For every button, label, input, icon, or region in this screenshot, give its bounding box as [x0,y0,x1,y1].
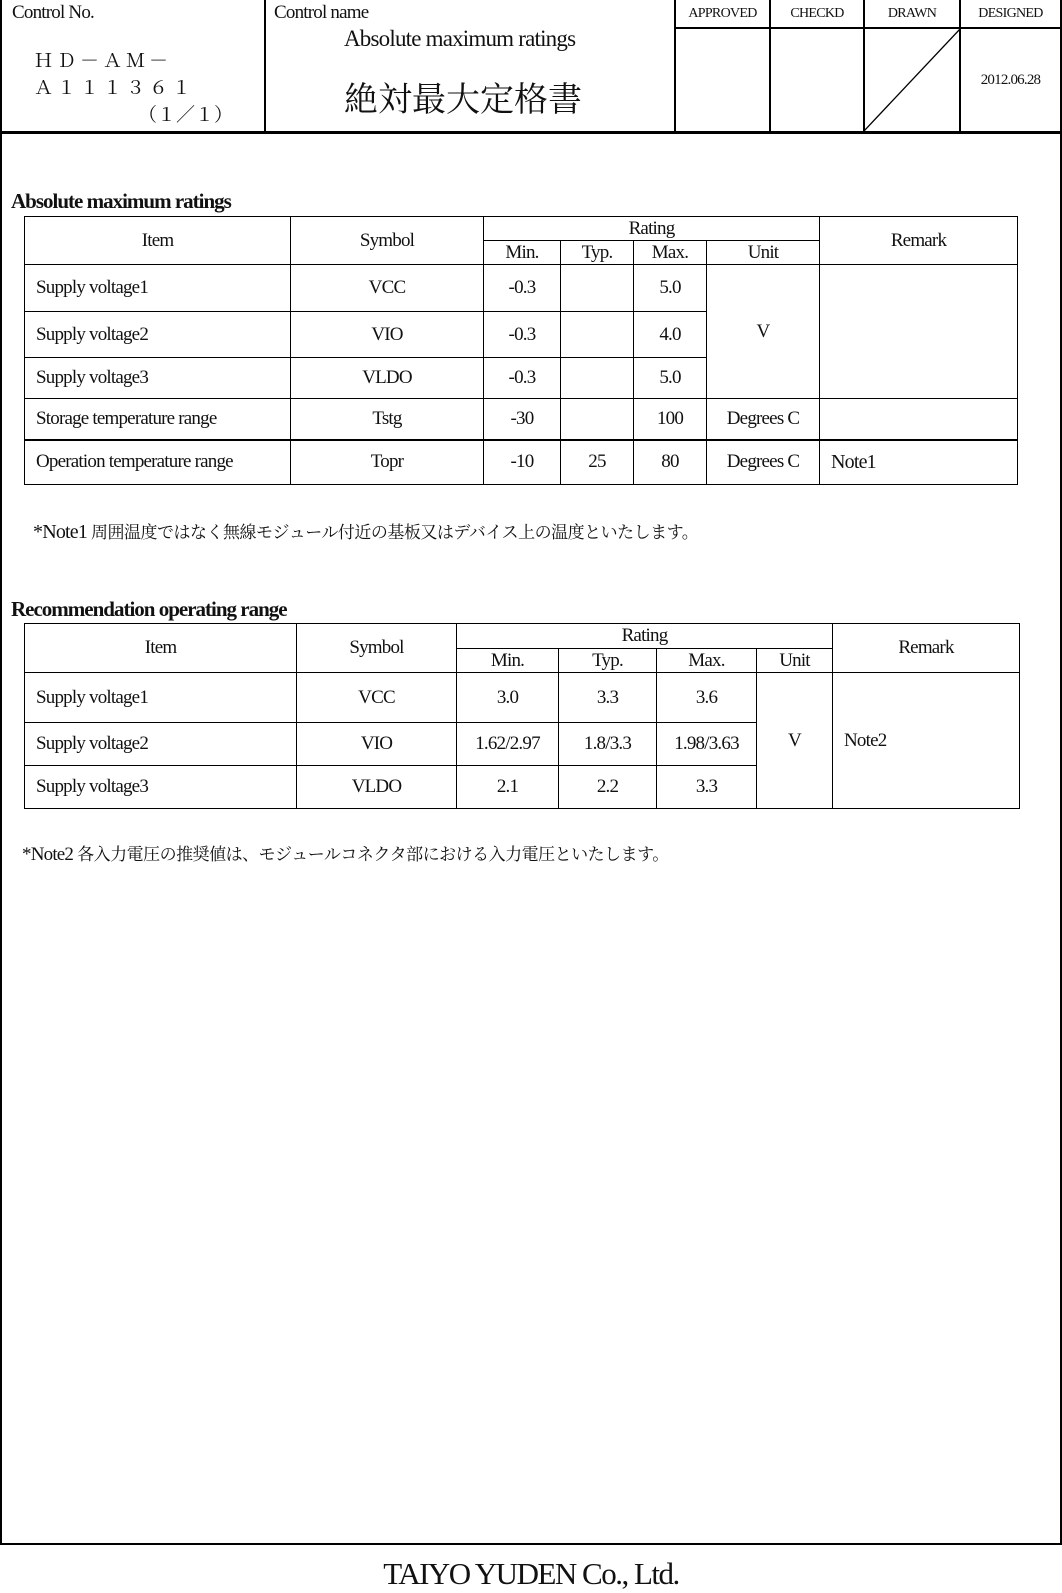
cell-unit: V [757,673,833,809]
cell-min: -0.3 [484,358,561,399]
title-block [0,0,1062,134]
note2-label: *Note2 [22,844,74,865]
cell-symbol: VLDO [291,358,484,399]
cell-item: Supply voltage3 [25,766,297,809]
cell-typ: 25 [561,440,634,485]
cell-max: 80 [634,440,707,485]
cell-max: 1.98/3.63 [657,723,757,766]
cell-unit: Degrees C [707,399,820,440]
cell-remark [820,399,1018,440]
company-footer: TAIYO YUDEN Co., Ltd. [383,1556,679,1591]
cell-min: 3.0 [457,673,559,723]
cell-typ: 1.8/3.3 [559,723,657,766]
cell-remark: Note1 [820,440,1018,485]
cell-max: 3.6 [657,673,757,723]
note1 [33,518,698,544]
cell-item: Supply voltage2 [25,723,297,766]
col-typ: Typ. [561,241,634,265]
control-no-line1: ＨＤ－ＡＭ－ [34,51,173,72]
cell-min: -10 [484,440,561,485]
note2 [22,840,669,866]
cell-max: 100 [634,399,707,440]
header-row [25,217,1018,241]
cell-typ: 2.2 [559,766,657,809]
cell-symbol: Tstg [291,399,484,440]
col-typ: Typ. [559,649,657,673]
control-name-label: Control name [274,2,369,23]
cell-remark-voltage [820,265,1018,399]
col-min: Min. [484,241,561,265]
cell-typ [561,399,634,440]
cell-item: Supply voltage3 [25,358,291,399]
cell-item: Storage temperature range [25,399,291,440]
col-item: Item [25,624,297,673]
cell-item: Supply voltage1 [25,265,291,312]
table-row [25,440,1018,485]
cell-symbol: VCC [291,265,484,312]
col-max: Max. [634,241,707,265]
cell-min: 1.62/2.97 [457,723,559,766]
note1-text: 周囲温度ではなく無線モジュール付近の基板又はデバイス上の温度といたします。 [91,523,699,543]
col-item: Item [25,217,291,265]
cell-symbol: VCC [297,673,457,723]
col-min: Min. [457,649,559,673]
control-name-jp: 絶対最大定格書 [344,80,582,120]
cell-remark: Note2 [833,673,1020,809]
cell-min: -0.3 [484,312,561,358]
cell-typ: 3.3 [559,673,657,723]
drawn-label: DRAWN [865,0,961,29]
cell-min: -30 [484,399,561,440]
control-no-page: （１／１） [138,105,234,126]
note2-text: 各入力電圧の推奨値は、モジュールコネクタ部における入力電圧といたします。 [77,845,669,865]
checked-label: CHECKD [771,0,865,29]
cell-item: Supply voltage1 [25,673,297,723]
cell-max: 3.3 [657,766,757,809]
rec-op-title: Recommendation operating range [11,597,287,621]
cell-symbol: Topr [291,440,484,485]
cell-item: Supply voltage2 [25,312,291,358]
col-rating: Rating [457,624,833,649]
col-remark: Remark [833,624,1020,673]
cell-max: 5.0 [634,358,707,399]
cell-min: 2.1 [457,766,559,809]
cell-unit-voltage: V [707,265,820,399]
control-no-cell [0,0,266,134]
control-no-line2: Ａ１１１３６１ [34,78,196,99]
table-row [25,265,1018,312]
cell-unit: Degrees C [707,440,820,485]
cell-max: 4.0 [634,312,707,358]
col-rating: Rating [484,217,820,241]
approved-label: APPROVED [676,0,771,29]
rec-op-table [24,623,1020,809]
cell-typ [561,358,634,399]
designed-date: 2012.06.28 [980,72,1041,88]
note1-label: *Note1 [33,521,88,543]
abs-max-title: Absolute maximum ratings [11,189,231,213]
control-no-label: Control No. [12,2,94,23]
checked-stamp [771,29,865,131]
control-name-cell [264,0,676,134]
cell-typ [561,312,634,358]
cell-symbol: VLDO [297,766,457,809]
table-row [25,399,1018,440]
col-max: Max. [657,649,757,673]
col-symbol: Symbol [297,624,457,673]
abs-max-table [24,216,1018,485]
cell-max: 5.0 [634,265,707,312]
header-row [25,624,1020,649]
cell-symbol: VIO [291,312,484,358]
cell-item: Operation temperature range [25,440,291,485]
approved-stamp [676,29,771,131]
strike-diagonal [864,29,960,131]
table-row [25,673,1020,723]
col-unit: Unit [707,241,820,265]
cell-symbol: VIO [297,723,457,766]
control-name-en: Absolute maximum ratings [344,26,576,51]
cell-typ [561,265,634,312]
col-remark: Remark [820,217,1018,265]
cell-min: -0.3 [484,265,561,312]
col-symbol: Symbol [291,217,484,265]
col-unit: Unit [757,649,833,673]
designed-label: DESIGNED [961,0,1062,29]
